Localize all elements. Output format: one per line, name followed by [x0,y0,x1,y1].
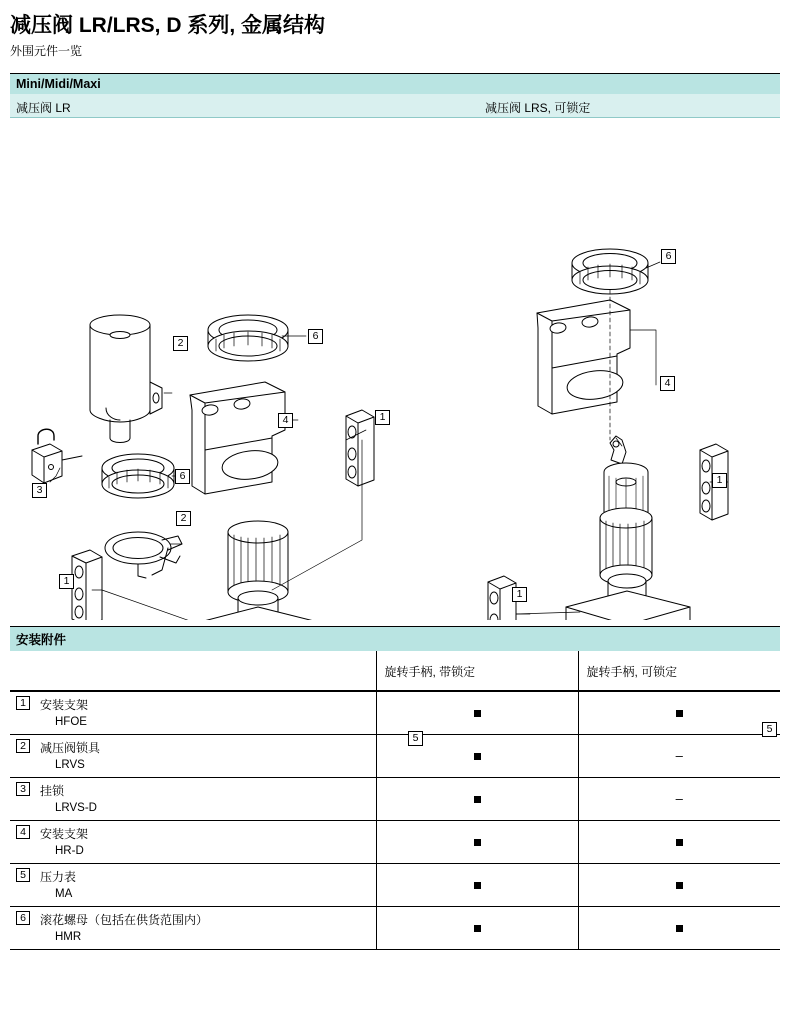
table-row [10,735,780,778]
col-header-blank [10,651,376,691]
row-code: HFOE [55,716,87,729]
callout-2-lower-left: 2 [176,511,191,526]
row-label: 滚花螺母（包括在供货范围内） [40,913,209,928]
callout-1-left: 1 [375,410,390,425]
row-code: LRVS [55,759,85,772]
table-row [10,821,780,864]
table-title: 安装附件 [10,627,780,652]
row-mark-col3 [578,821,780,864]
row-mark-col2 [376,821,578,864]
col-header-rotary-lockable: 旋转手柄, 可锁定 [578,651,780,691]
callout-5-left: 5 [408,731,423,746]
row-mark-col3 [578,864,780,907]
row-mark-col3 [578,691,780,735]
col-header-rotary-with-lock: 旋转手柄, 带锁定 [376,651,578,691]
callout-2-upper-left: 2 [173,336,188,351]
row-label: 压力表 [40,870,77,885]
section-band [10,73,780,118]
callout-1-lower-right: 1 [512,587,527,602]
callout-1-lower-left: 1 [59,574,74,589]
accessories-table [10,626,780,950]
row-label: 安装支架 [40,827,89,842]
row-label: 安装支架 [40,698,89,713]
exploded-view-drawing [10,120,780,620]
row-number: 3 [16,782,30,796]
row-number: 4 [16,825,30,839]
callout-1-upper-right: 1 [712,473,727,488]
table-header-row [10,627,780,652]
row-mark-col2 [376,735,578,778]
row-label: 挂锁 [40,784,65,799]
callout-6-lower-left: 6 [175,469,190,484]
table-column-header-row [10,651,780,691]
row-number: 1 [16,696,30,710]
row-mark-col3: – [578,778,780,821]
row-mark-col3: – [578,735,780,778]
row-code: MA [55,888,73,901]
section-band-title: Mini/Midi/Maxi [10,73,780,94]
table-row [10,691,780,735]
row-code: HMR [55,931,82,944]
row-mark-col2 [376,778,578,821]
row-label: 减压阀锁具 [40,741,101,756]
row-mark-col2 [376,691,578,735]
row-number: 6 [16,911,30,925]
row-number: 2 [16,739,30,753]
caption-left: 减压阀 LR [16,101,71,116]
row-mark-col3 [578,907,780,950]
callout-6-right: 6 [661,249,676,264]
caption-right: 减压阀 LRS, 可锁定 [485,101,591,116]
callout-6-upper-left: 6 [308,329,323,344]
section-captions [10,94,780,118]
page-title: 减压阀 LR/LRS, D 系列, 金属结构 [10,14,325,37]
row-code: LRVS-D [55,802,97,815]
row-mark-col2 [376,907,578,950]
callout-4-left: 4 [278,413,293,428]
row-mark-col2 [376,864,578,907]
row-number: 5 [16,868,30,882]
callout-5-right: 5 [762,722,777,737]
page-root [0,14,790,1020]
table-row [10,864,780,907]
callout-3-left: 3 [32,483,47,498]
table-row [10,907,780,950]
table-row [10,778,780,821]
callout-4-right: 4 [660,376,675,391]
row-code: HR-D [55,845,84,858]
page-subtitle: 外围元件一览 [10,44,83,59]
